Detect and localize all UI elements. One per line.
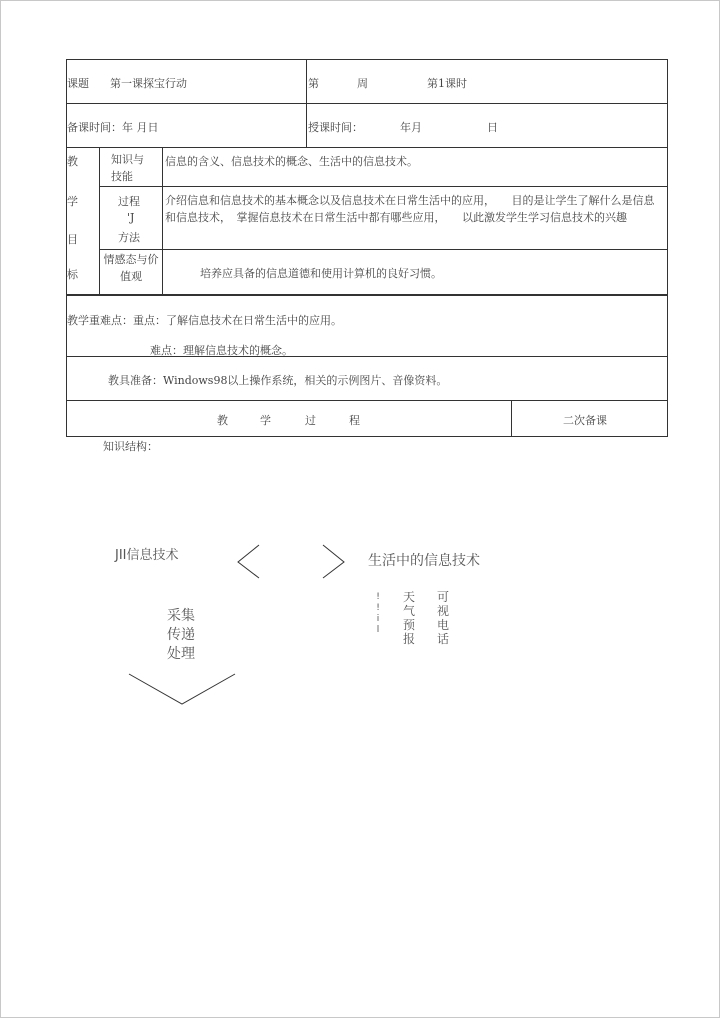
process-header-2: 学	[260, 414, 271, 427]
process-header-4: 程	[349, 414, 360, 427]
objectives-side-label-1: 教	[67, 155, 78, 168]
subject-label: 课题	[67, 77, 89, 90]
class-time-year-month: 年月	[400, 121, 422, 134]
process-header-3: 过	[305, 414, 316, 427]
step-collect: 采集	[167, 608, 195, 624]
emotion-text: 培养应具备的信息道德和使用计算机的良好习惯。	[200, 267, 442, 280]
method-label: 方法	[118, 231, 140, 244]
week-suffix: 周	[357, 77, 368, 90]
tools-prep: 教具准备：Windows98以上操作系统，相关的示例图片、音像资料。	[108, 374, 448, 387]
week-label: 第	[308, 77, 319, 90]
process-header-1: 教	[217, 414, 228, 427]
knowledge-text: 信息的含义、信息技术的概念、生活中的信息技术。	[165, 155, 418, 168]
right-title: 生活中的信息技术	[368, 553, 480, 569]
key-points: 教学重难点：重点：了解信息技术在日常生活中的应用。	[67, 314, 342, 327]
step-process: 处理	[167, 646, 195, 662]
second-prep-header: 二次备课	[563, 414, 607, 427]
process-label: 过程	[118, 195, 140, 208]
process-label-mark: 'J	[127, 211, 135, 224]
objectives-side-label-2: 学	[67, 195, 78, 208]
bracket-marks: ! ! i l	[376, 592, 380, 635]
subject-value: 第一课探宝行动	[110, 77, 187, 90]
class-time-day: 日	[487, 121, 498, 134]
emotion-label: 情感态与价值观	[103, 253, 159, 283]
weather-forecast-column: 天 气 预 报	[402, 590, 415, 646]
process-text: 介绍信息和信息技术的基本概念以及信息技术在日常生活中的应用， 目的是让学生了解什么是信息和信息技术， 掌握信息技术在日常生活中都有哪些应用， 以此激发学生学习信息技术的兴趣	[165, 194, 655, 224]
class-time-label: 授课时间：	[308, 121, 363, 134]
lesson-number: 第1课时	[427, 77, 467, 90]
chevron-down-icon	[125, 670, 240, 710]
knowledge-structure-label: 知识结构：	[103, 440, 158, 453]
step-transmit: 传递	[167, 627, 195, 643]
video-phone-column: 可 视 电 话	[436, 590, 449, 646]
prep-time: 备课时间：年 月日	[67, 121, 159, 134]
left-title: JII信息技术	[115, 548, 179, 563]
knowledge-label: 知识与技能	[111, 153, 144, 183]
objectives-side-label-3: 目	[67, 233, 78, 246]
objectives-side-label-4: 标	[67, 268, 78, 281]
difficult-point: 难点：理解信息技术的概念。	[150, 344, 293, 357]
double-arrow-icon	[230, 540, 360, 585]
